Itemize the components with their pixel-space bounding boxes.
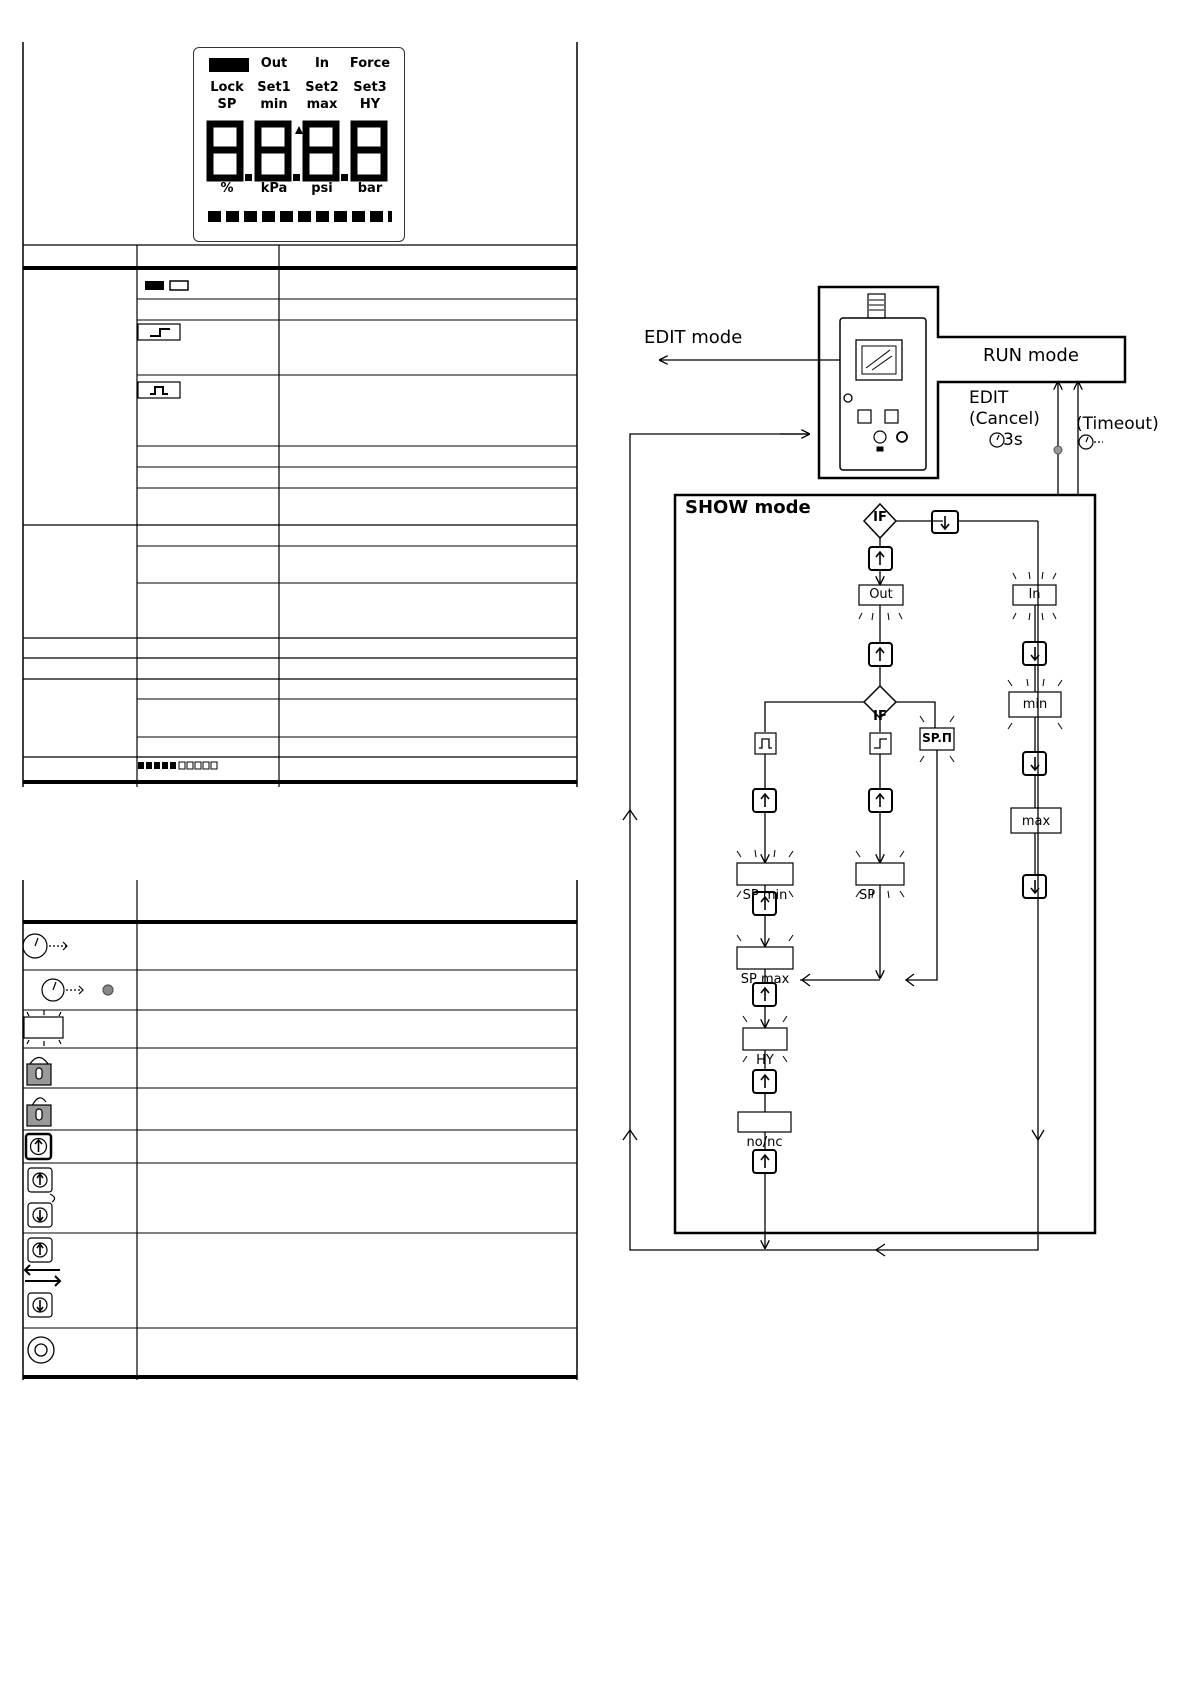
lcd-label-set2: Set2: [305, 80, 339, 95]
display-elements-table: [0, 0, 600, 800]
up-down-buttons-icon: [28, 1168, 55, 1227]
symbols-legend-table: [0, 880, 600, 1390]
edit-cancel-sub-label: (Cancel): [969, 409, 1040, 429]
edit-cancel-label: EDIT: [969, 388, 1009, 408]
lcd-label-out: Out: [260, 56, 288, 71]
lcd-label-hy: HY: [359, 97, 381, 112]
lcd-label-lock: Lock: [210, 80, 244, 95]
edit-button-icon: [28, 1337, 54, 1363]
edit-mode-label: EDIT mode: [644, 327, 743, 348]
up-button-icon: [26, 1134, 51, 1159]
edit-cancel-time: 3s: [1003, 430, 1023, 450]
if-diamond-1-label: IF: [873, 510, 887, 525]
lcd-label-set1: Set1: [257, 80, 291, 95]
lock-closed-icon: [27, 1058, 51, 1086]
lcd-unit-percent: %: [220, 181, 234, 196]
no-nc-box-label: no/nc: [746, 1135, 783, 1150]
sp-max-box-label: SP max: [740, 972, 790, 987]
if-diamond-2-label: IF: [873, 709, 887, 724]
sp-special-box-label: SP.Π: [922, 731, 952, 745]
lcd-label-force: Force: [349, 56, 391, 71]
up-swap-down-icon: [25, 1238, 60, 1317]
min-box-label: min: [1022, 697, 1048, 712]
lock-open-icon: [27, 1098, 51, 1126]
hy-box-label: HY: [756, 1053, 774, 1068]
lcd-label-min: min: [260, 97, 288, 112]
out-box-label: Out: [869, 587, 893, 602]
lcd-unit-bar: bar: [357, 181, 383, 196]
max-box-label: max: [1021, 814, 1051, 829]
lcd-unit-kpa: kPa: [260, 181, 288, 196]
show-mode-label: SHOW mode: [685, 497, 811, 518]
lcd-label-max: max: [306, 97, 338, 112]
lcd-label-in: In: [314, 56, 330, 71]
run-mode-label: RUN mode: [983, 345, 1079, 366]
in-box-label: In: [1028, 587, 1041, 602]
timeout-label: (Timeout): [1076, 414, 1159, 434]
lcd-label-sp: SP: [217, 97, 237, 112]
sp-min-box-label: SP min: [742, 888, 788, 903]
clock-timeout-icon: [23, 934, 67, 958]
sp-box-label: SP: [859, 888, 876, 903]
flashing-display-icon: [24, 1010, 63, 1046]
lcd-unit-psi: psi: [311, 181, 333, 196]
clock-led-icon: [42, 979, 113, 1001]
lcd-label-set3: Set3: [353, 80, 387, 95]
